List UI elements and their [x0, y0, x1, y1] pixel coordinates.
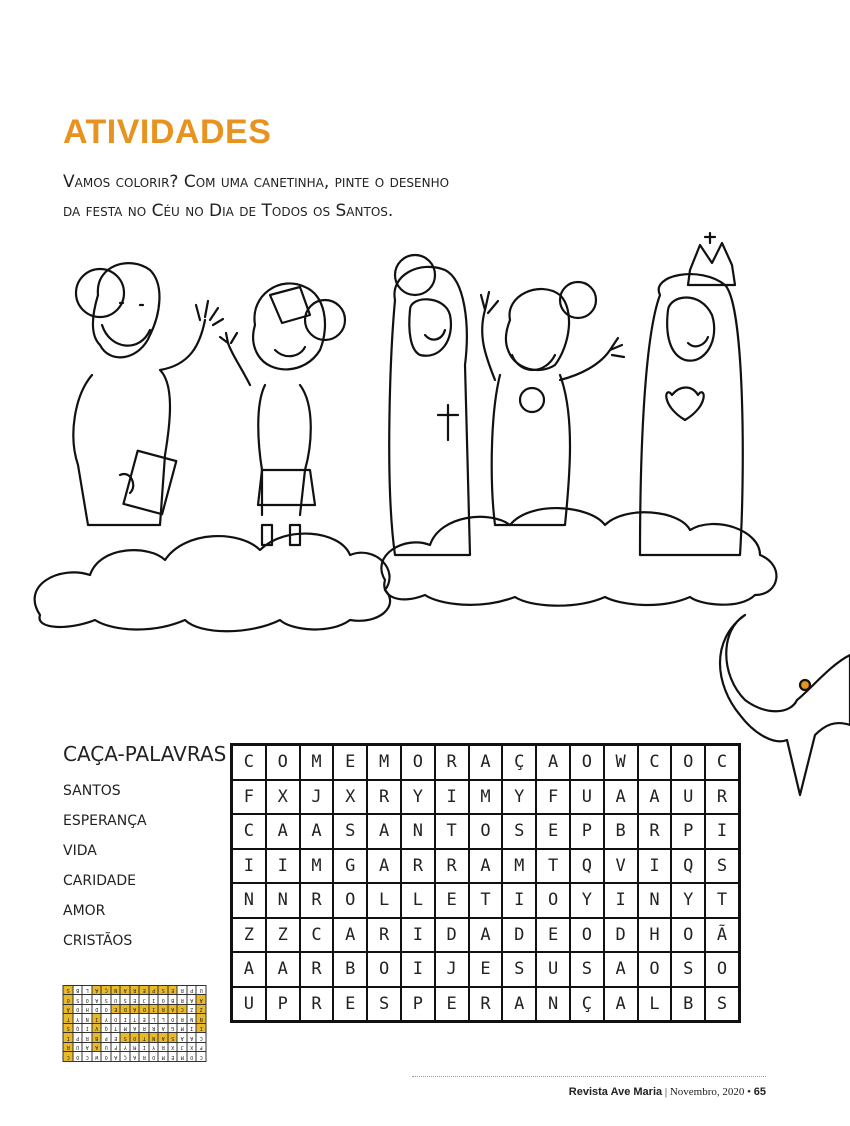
- answer-cell: B: [73, 986, 83, 996]
- grid-cell: T: [435, 814, 469, 849]
- answer-cell: A: [83, 1043, 93, 1053]
- grid-cell: V: [604, 849, 638, 884]
- grid-cell: O: [570, 745, 604, 780]
- grid-cell: O: [638, 952, 672, 987]
- grid-cell: B: [333, 952, 367, 987]
- word-list-item: SANTOS: [63, 783, 121, 799]
- answer-cell: L: [83, 986, 93, 996]
- grid-cell: E: [536, 814, 570, 849]
- answer-cell: G: [168, 1024, 178, 1034]
- grid-row: [232, 987, 740, 1022]
- grid-cell: S: [671, 952, 705, 987]
- grid-cell: C: [705, 745, 739, 780]
- answer-cell: C: [178, 1005, 188, 1015]
- grid-cell: G: [333, 849, 367, 884]
- answer-cell: A: [178, 1033, 188, 1043]
- answer-cell: O: [130, 1033, 140, 1043]
- answer-cell: U: [102, 1043, 112, 1053]
- answer-cell: V: [92, 1024, 102, 1034]
- grid-cell: T: [705, 883, 739, 918]
- grid-cell: O: [367, 952, 401, 987]
- grid-cell: A: [469, 918, 503, 953]
- answer-cell: A: [159, 1033, 169, 1043]
- answer-row: [64, 986, 207, 996]
- grid-cell: S: [705, 987, 739, 1022]
- grid-cell: R: [401, 849, 435, 884]
- grid-cell: A: [502, 987, 536, 1022]
- answer-cell: N: [83, 1014, 93, 1024]
- answer-cell: E: [130, 995, 140, 1005]
- answer-cell: T: [111, 1024, 121, 1034]
- grid-cell: C: [232, 814, 266, 849]
- grid-cell: M: [367, 745, 401, 780]
- grid-cell: C: [232, 745, 266, 780]
- grid-cell: B: [604, 814, 638, 849]
- grid-cell: A: [367, 849, 401, 884]
- answer-cell: A: [92, 1043, 102, 1053]
- grid-cell: A: [604, 987, 638, 1022]
- answer-cell: O: [73, 1052, 83, 1062]
- answer-cell: R: [64, 1043, 74, 1053]
- grid-row: [232, 952, 740, 987]
- page-title: ATIVIDADES: [63, 113, 272, 151]
- answer-cell: I: [197, 1024, 207, 1034]
- grid-cell: T: [536, 849, 570, 884]
- grid-cell: O: [333, 883, 367, 918]
- grid-cell: Ç: [570, 987, 604, 1022]
- answer-cell: I: [83, 1024, 93, 1034]
- grid-cell: R: [367, 918, 401, 953]
- grid-row: [232, 745, 740, 780]
- answer-cell: S: [102, 995, 112, 1005]
- issue-date: Novembro, 2020: [669, 1086, 745, 1098]
- answer-cell: U: [73, 1043, 83, 1053]
- grid-cell: J: [300, 780, 334, 815]
- answer-cell: U: [197, 986, 207, 996]
- answer-cell: U: [111, 995, 121, 1005]
- grid-cell: M: [469, 780, 503, 815]
- answer-cell: I: [149, 995, 159, 1005]
- grid-cell: Q: [570, 849, 604, 884]
- grid-cell: D: [604, 918, 638, 953]
- answer-cell: O: [102, 1052, 112, 1062]
- answer-cell: Ç: [102, 986, 112, 996]
- answer-cell: P: [73, 1033, 83, 1043]
- grid-cell: O: [469, 814, 503, 849]
- grid-cell: U: [671, 780, 705, 815]
- answer-cell: O: [187, 1052, 197, 1062]
- answer-cell: R: [159, 1005, 169, 1015]
- answer-cell: A: [187, 1033, 197, 1043]
- answer-cell: Q: [102, 1024, 112, 1034]
- answer-cell: A: [159, 1024, 169, 1034]
- answer-cell: E: [168, 986, 178, 996]
- answer-cell: P: [102, 1033, 112, 1043]
- grid-cell: I: [705, 814, 739, 849]
- grid-cell: F: [232, 780, 266, 815]
- grid-cell: L: [367, 883, 401, 918]
- answer-cell: H: [83, 1005, 93, 1015]
- answer-row: [64, 995, 207, 1005]
- grid-cell: A: [232, 952, 266, 987]
- answer-cell: A: [92, 995, 102, 1005]
- answer-cell: J: [140, 995, 150, 1005]
- grid-cell: I: [401, 918, 435, 953]
- answer-cell: E: [168, 1052, 178, 1062]
- grid-cell: R: [300, 987, 334, 1022]
- word-list-item: CRISTÃOS: [63, 933, 133, 949]
- answer-cell: O: [102, 1005, 112, 1015]
- answer-cell: A: [197, 995, 207, 1005]
- grid-cell: U: [536, 952, 570, 987]
- grid-cell: R: [469, 987, 503, 1022]
- grid-cell: A: [300, 814, 334, 849]
- answer-row: [64, 1024, 207, 1034]
- grid-cell: E: [536, 918, 570, 953]
- answer-cell: X: [187, 1043, 197, 1053]
- grid-cell: S: [367, 987, 401, 1022]
- grid-cell: I: [266, 849, 300, 884]
- grid-cell: S: [502, 814, 536, 849]
- answer-cell: Y: [149, 1043, 159, 1053]
- answer-cell: I: [121, 1014, 131, 1024]
- instruction-line-1: Vamos colorir? Com uma canetinha, pinte o desenho: [63, 172, 450, 192]
- grid-cell: M: [502, 849, 536, 884]
- answer-cell: S: [121, 1033, 131, 1043]
- grid-cell: S: [570, 952, 604, 987]
- grid-cell: I: [401, 952, 435, 987]
- answer-cell: C: [83, 1052, 93, 1062]
- grid-cell: O: [570, 918, 604, 953]
- answer-cell: E: [111, 1033, 121, 1043]
- grid-cell: R: [705, 780, 739, 815]
- grid-cell: A: [367, 814, 401, 849]
- word-list-item: ESPERANÇA: [63, 813, 147, 829]
- grid-cell: I: [435, 780, 469, 815]
- grid-cell: Z: [266, 918, 300, 953]
- grid-cell: P: [401, 987, 435, 1022]
- answer-cell: Z: [187, 1005, 197, 1015]
- grid-cell: I: [604, 883, 638, 918]
- saints-coloring-illustration: [0, 225, 850, 665]
- answer-cell: O: [83, 995, 93, 1005]
- answer-cell: B: [92, 1033, 102, 1043]
- grid-cell: R: [435, 745, 469, 780]
- left-cloud: [35, 534, 390, 632]
- saint-waving-man: [481, 282, 624, 525]
- answer-cell: Y: [102, 1014, 112, 1024]
- answer-cell: N: [149, 1033, 159, 1043]
- grid-cell: C: [300, 918, 334, 953]
- answer-cell: I: [140, 1043, 150, 1053]
- answer-cell: A: [92, 986, 102, 996]
- instruction-line-2: da festa no Céu no Dia de Todos os Santos.: [63, 201, 394, 221]
- answer-cell: L: [159, 1014, 169, 1024]
- answer-cell: Q: [73, 1024, 83, 1034]
- answer-cell: E: [140, 1014, 150, 1024]
- answer-cell: W: [92, 1052, 102, 1062]
- answer-cell: Z: [197, 1005, 207, 1015]
- answer-cell: R: [178, 1014, 188, 1024]
- grid-cell: N: [232, 883, 266, 918]
- answer-cell: M: [121, 1024, 131, 1034]
- answer-cell: R: [159, 1043, 169, 1053]
- grid-cell: Y: [401, 780, 435, 815]
- answer-cell: X: [168, 1043, 178, 1053]
- answer-cell: F: [111, 1043, 121, 1053]
- answer-cell: S: [159, 986, 169, 996]
- grid-cell: D: [502, 918, 536, 953]
- grid-cell: S: [333, 814, 367, 849]
- saint-knight: [220, 283, 345, 545]
- answer-row: [64, 1014, 207, 1024]
- answer-cell: D: [140, 1005, 150, 1015]
- grid-cell: U: [570, 780, 604, 815]
- footer-bullet: •: [747, 1086, 751, 1098]
- grid-cell: C: [638, 745, 672, 780]
- answer-cell: R: [178, 986, 188, 996]
- grid-cell: A: [266, 952, 300, 987]
- grid-cell: A: [604, 952, 638, 987]
- answer-cell: R: [140, 1052, 150, 1062]
- grid-row: [232, 918, 740, 953]
- answer-cell: A: [130, 1024, 140, 1034]
- magazine-name: Revista Ave Maria: [568, 1086, 663, 1098]
- grid-cell: A: [469, 849, 503, 884]
- grid-cell: Y: [570, 883, 604, 918]
- grid-cell: P: [671, 814, 705, 849]
- grid-cell: O: [536, 883, 570, 918]
- page-number: 65: [753, 1086, 766, 1098]
- answer-cell: A: [187, 995, 197, 1005]
- answer-cell: I: [149, 1005, 159, 1015]
- grid-cell: S: [502, 952, 536, 987]
- answer-cell: R: [130, 986, 140, 996]
- answer-cell: O: [64, 995, 74, 1005]
- answer-cell: R: [140, 1024, 150, 1034]
- saint-our-lady-crowned: [640, 233, 743, 555]
- answer-row: [64, 1052, 207, 1062]
- grid-cell: U: [232, 987, 266, 1022]
- answer-cell: A: [121, 986, 131, 996]
- word-list-item: AMOR: [63, 903, 106, 919]
- saint-with-book: [73, 263, 223, 525]
- grid-cell: L: [401, 883, 435, 918]
- grid-cell: E: [333, 987, 367, 1022]
- answer-cell: R: [149, 1024, 159, 1034]
- answer-cell: S: [121, 995, 131, 1005]
- grid-cell: R: [300, 883, 334, 918]
- grid-cell: Ã: [705, 918, 739, 953]
- answer-cell: E: [140, 986, 150, 996]
- grid-cell: R: [367, 780, 401, 815]
- saint-woman-with-cross: [389, 255, 470, 555]
- grid-cell: O: [401, 745, 435, 780]
- grid-cell: R: [435, 849, 469, 884]
- answer-cell: D: [121, 1005, 131, 1015]
- answer-row: [64, 1033, 207, 1043]
- grid-cell: X: [266, 780, 300, 815]
- answer-cell: M: [130, 1043, 140, 1053]
- grid-cell: I: [232, 849, 266, 884]
- footer-separator: |: [664, 1086, 668, 1098]
- grid-cell: Ç: [502, 745, 536, 780]
- grid-cell: O: [705, 952, 739, 987]
- answer-cell: M: [159, 1052, 169, 1062]
- grid-cell: M: [300, 745, 334, 780]
- grid-cell: Z: [232, 918, 266, 953]
- answer-cell: M: [178, 1052, 188, 1062]
- footer-divider: [412, 1076, 766, 1077]
- answer-cell: J: [178, 1043, 188, 1053]
- grid-row: [232, 883, 740, 918]
- answer-cell: A: [130, 1052, 140, 1062]
- grid-cell: F: [536, 780, 570, 815]
- word-search-grid: [230, 743, 741, 1023]
- grid-cell: O: [266, 745, 300, 780]
- grid-cell: D: [435, 918, 469, 953]
- word-list: [63, 776, 147, 956]
- answer-cell: I: [187, 1024, 197, 1034]
- grid-cell: I: [638, 849, 672, 884]
- grid-cell: M: [300, 849, 334, 884]
- word-list-item: VIDA: [63, 843, 97, 859]
- answer-cell: C: [197, 1052, 207, 1062]
- answer-cell: D: [92, 1005, 102, 1015]
- grid-cell: A: [266, 814, 300, 849]
- answer-cell: Ã: [64, 1005, 74, 1015]
- answer-cell: A: [111, 1052, 121, 1062]
- word-search-heading: CAÇA-PALAVRAS: [63, 742, 227, 766]
- grid-cell: P: [570, 814, 604, 849]
- answer-cell: O: [149, 1052, 159, 1062]
- grid-cell: Q: [671, 849, 705, 884]
- grid-cell: A: [638, 780, 672, 815]
- answer-cell: S: [73, 995, 83, 1005]
- answer-key-grid: [63, 985, 207, 1062]
- answer-cell: Y: [73, 1014, 83, 1024]
- grid-cell: E: [435, 987, 469, 1022]
- answer-cell: C: [64, 1052, 74, 1062]
- page-footer: [569, 1086, 766, 1098]
- answer-cell: T: [64, 1014, 74, 1024]
- grid-cell: T: [469, 883, 503, 918]
- grid-cell: E: [333, 745, 367, 780]
- answer-cell: F: [197, 1043, 207, 1053]
- grid-cell: J: [435, 952, 469, 987]
- answer-row: [64, 1005, 207, 1015]
- answer-cell: I: [92, 1014, 102, 1024]
- grid-cell: A: [333, 918, 367, 953]
- answer-cell: C: [197, 1033, 207, 1043]
- answer-cell: M: [178, 1024, 188, 1034]
- grid-cell: H: [638, 918, 672, 953]
- answer-cell: A: [130, 1005, 140, 1015]
- grid-cell: R: [638, 814, 672, 849]
- right-cloud: [381, 508, 776, 606]
- grid-cell: N: [536, 987, 570, 1022]
- answer-cell: O: [111, 1014, 121, 1024]
- grid-cell: P: [266, 987, 300, 1022]
- answer-cell: T: [140, 1033, 150, 1043]
- answer-cell: O: [159, 995, 169, 1005]
- word-list-item: CARIDADE: [63, 873, 136, 889]
- answer-cell: R: [83, 1033, 93, 1043]
- grid-cell: O: [671, 918, 705, 953]
- answer-cell: Ç: [121, 1052, 131, 1062]
- answer-cell: P: [149, 986, 159, 996]
- answer-cell: O: [73, 1005, 83, 1015]
- grid-cell: E: [469, 952, 503, 987]
- grid-cell: A: [469, 745, 503, 780]
- answer-cell: Y: [121, 1043, 131, 1053]
- answer-cell: L: [149, 1014, 159, 1024]
- grid-cell: O: [671, 745, 705, 780]
- grid-cell: W: [604, 745, 638, 780]
- answer-cell: P: [187, 986, 197, 996]
- grid-cell: Y: [671, 883, 705, 918]
- grid-cell: L: [638, 987, 672, 1022]
- answer-cell: N: [197, 1014, 207, 1024]
- answer-cell: N: [187, 1014, 197, 1024]
- grid-row: [232, 780, 740, 815]
- answer-cell: N: [111, 986, 121, 996]
- answer-row: [64, 1043, 207, 1053]
- answer-cell: E: [111, 1005, 121, 1015]
- grid-cell: A: [536, 745, 570, 780]
- answer-cell: S: [64, 986, 74, 996]
- answer-cell: A: [168, 1005, 178, 1015]
- grid-cell: R: [300, 952, 334, 987]
- answer-cell: I: [64, 1033, 74, 1043]
- answer-cell: B: [168, 995, 178, 1005]
- grid-cell: Y: [502, 780, 536, 815]
- grid-cell: A: [604, 780, 638, 815]
- answer-cell: S: [168, 1033, 178, 1043]
- answer-cell: O: [168, 1014, 178, 1024]
- grid-cell: X: [333, 780, 367, 815]
- grid-cell: I: [502, 883, 536, 918]
- grid-cell: S: [705, 849, 739, 884]
- grid-row: [232, 849, 740, 884]
- grid-cell: N: [638, 883, 672, 918]
- answer-cell: R: [178, 995, 188, 1005]
- grid-cell: N: [266, 883, 300, 918]
- coloring-instructions: [63, 168, 623, 226]
- answer-cell: T: [130, 1014, 140, 1024]
- grid-cell: E: [435, 883, 469, 918]
- grid-row: [232, 814, 740, 849]
- grid-cell: N: [401, 814, 435, 849]
- answer-cell: S: [64, 1024, 74, 1034]
- grid-cell: B: [671, 987, 705, 1022]
